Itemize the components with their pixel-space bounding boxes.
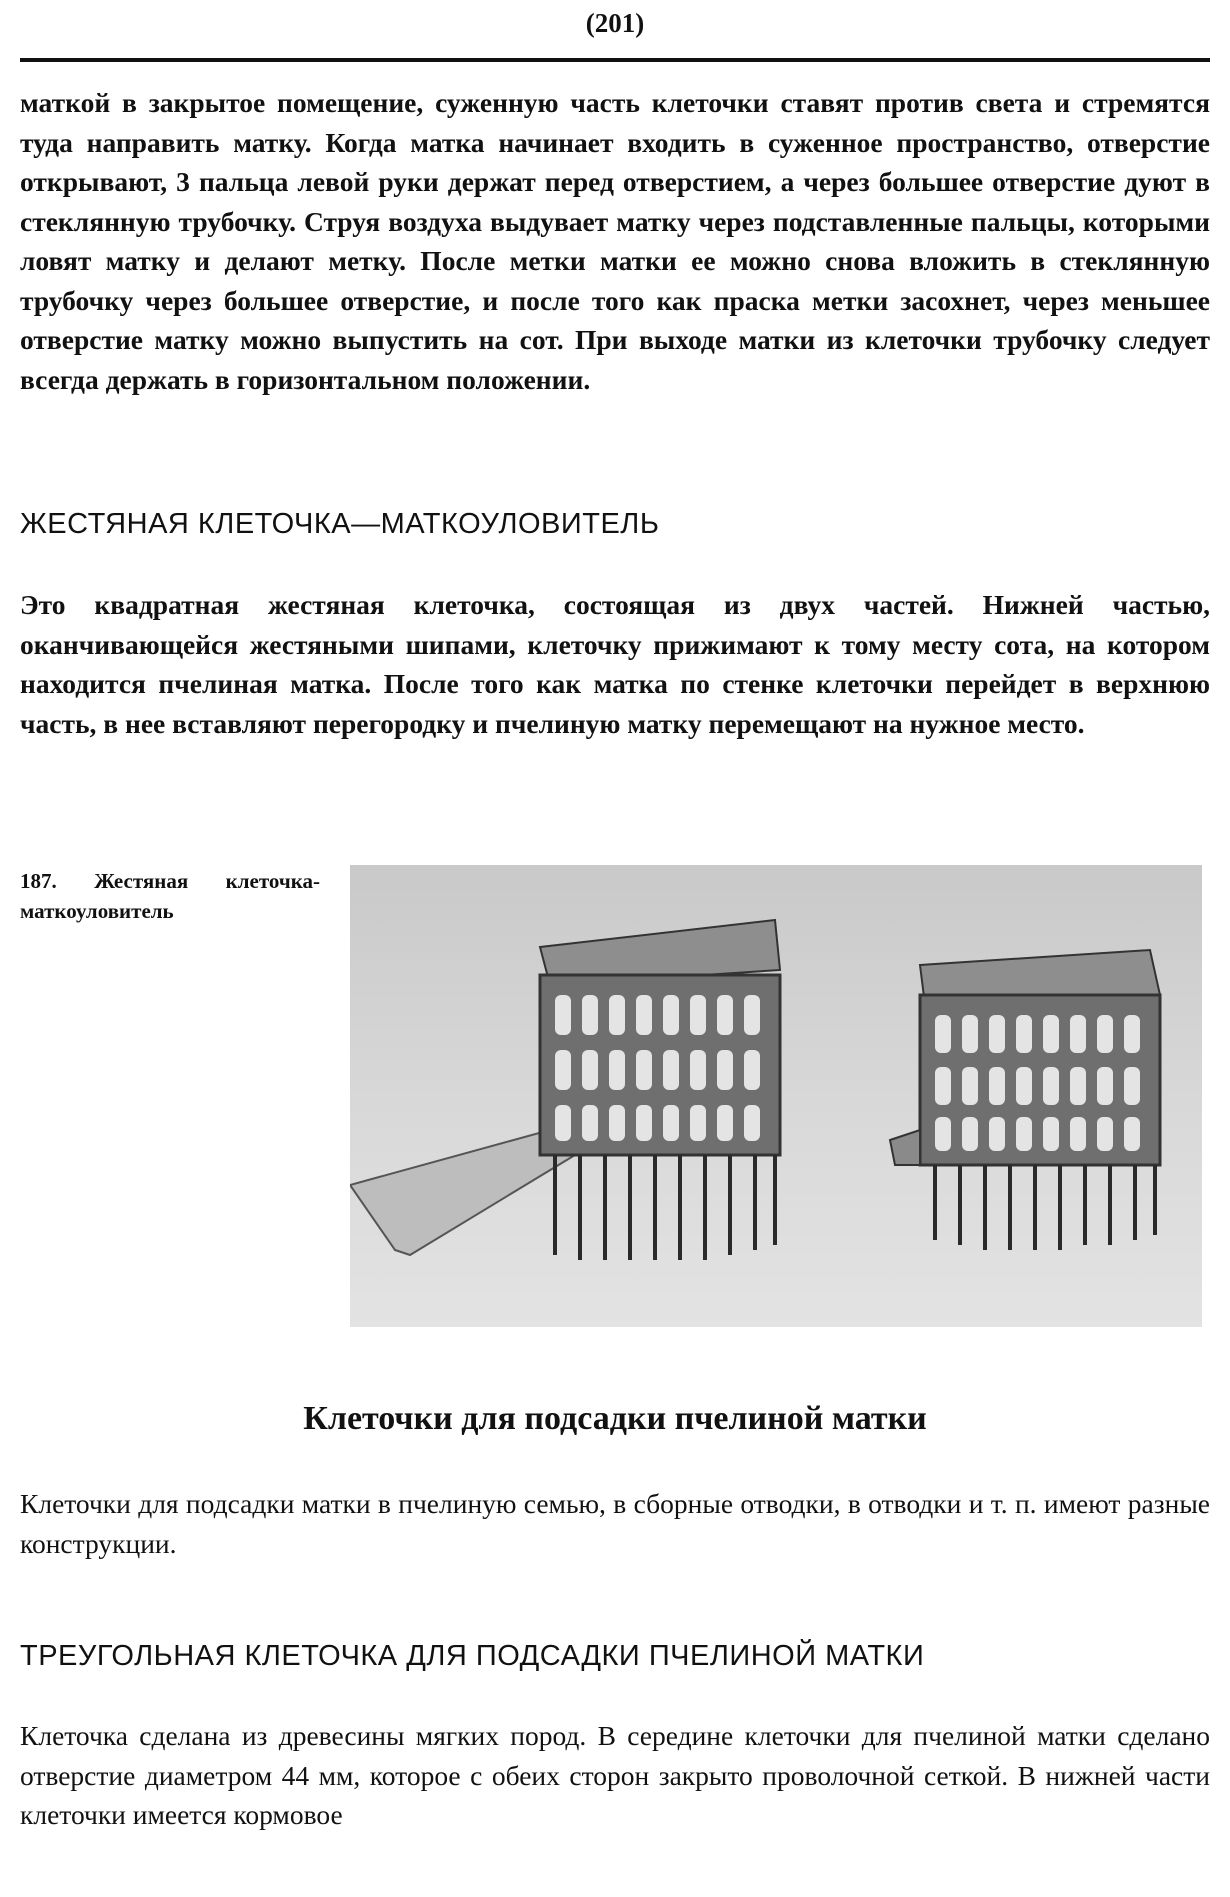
right-cage-lip xyxy=(890,1130,920,1165)
paragraph-triangle-cage: Клеточка сделана из древесины мягких пород. В середине клеточки для пчелиной матки сделано отверстие диаметром 44 мм, которое с обеих сторон закрыто проволочной сеткой. В нижней части клеточки имеется кормовое xyxy=(20,1720,1210,1830)
paragraph-tin-cage: Это квадратная жестяная клеточка, состоящая из двух частей. Нижней частью, оканчивающейся жестяными шипами, клеточку прижимают к тому месту сота, на котором находится пчелиная матка. После того как матка по стенке клеточки перейдет в верхнюю часть, в нее вставляют перегородку и пчелиную матку перемещают на нужное место. xyxy=(20,589,1210,739)
paragraph-intro: маткой в закрытое помещение, суженную часть клеточки ставят против света и стремятся туда направить матку. Когда матка начинает входить в суженное пространство, отверстие открывают, 3 пальца левой руки держат перед отверстием, а через большее отверстие дуют в стеклянную трубочку. Струя воздуха выдувает матку через подставленные пальцы, которыми ловят матку и делают метку. После метки матки ее можно снова вложить в стеклянную трубочку через большее отверстие, и после того как праска метки засохнет, через меньшее отверстие матку можно выпустить на сот. При выходе матки из клеточки трубочку следует всегда держать в горизонтальном положении. xyxy=(20,87,1210,395)
figure-photo-tin-cages xyxy=(350,865,1202,1327)
heading-triangle-cage: ТРЕУГОЛЬНАЯ КЛЕТОЧКА ДЛЯ ПОДСАДКИ ПЧЕЛИНОЙ МАТКИ xyxy=(20,1640,925,1672)
header-rule xyxy=(20,58,1210,62)
page-number: (201) xyxy=(585,8,645,38)
paragraph-cages: Клеточки для подсадки матки в пчелиную семью, в сборные отводки, в отводки и т. п. имеют разные конструкции. xyxy=(20,1488,1210,1559)
figure-caption: 187. Жестяная клеточка-маткоуловитель xyxy=(20,869,320,923)
right-cage-spikes xyxy=(935,1165,1155,1250)
heading-tin-cage: ЖЕСТЯНАЯ КЛЕТОЧКА—МАТКОУЛОВИТЕЛЬ xyxy=(20,508,660,540)
tin-cages-illustration xyxy=(350,865,1202,1327)
heading-cages: Клеточки для подсадки пчелиной матки xyxy=(303,1400,927,1437)
left-cage-spikes xyxy=(555,1155,775,1260)
